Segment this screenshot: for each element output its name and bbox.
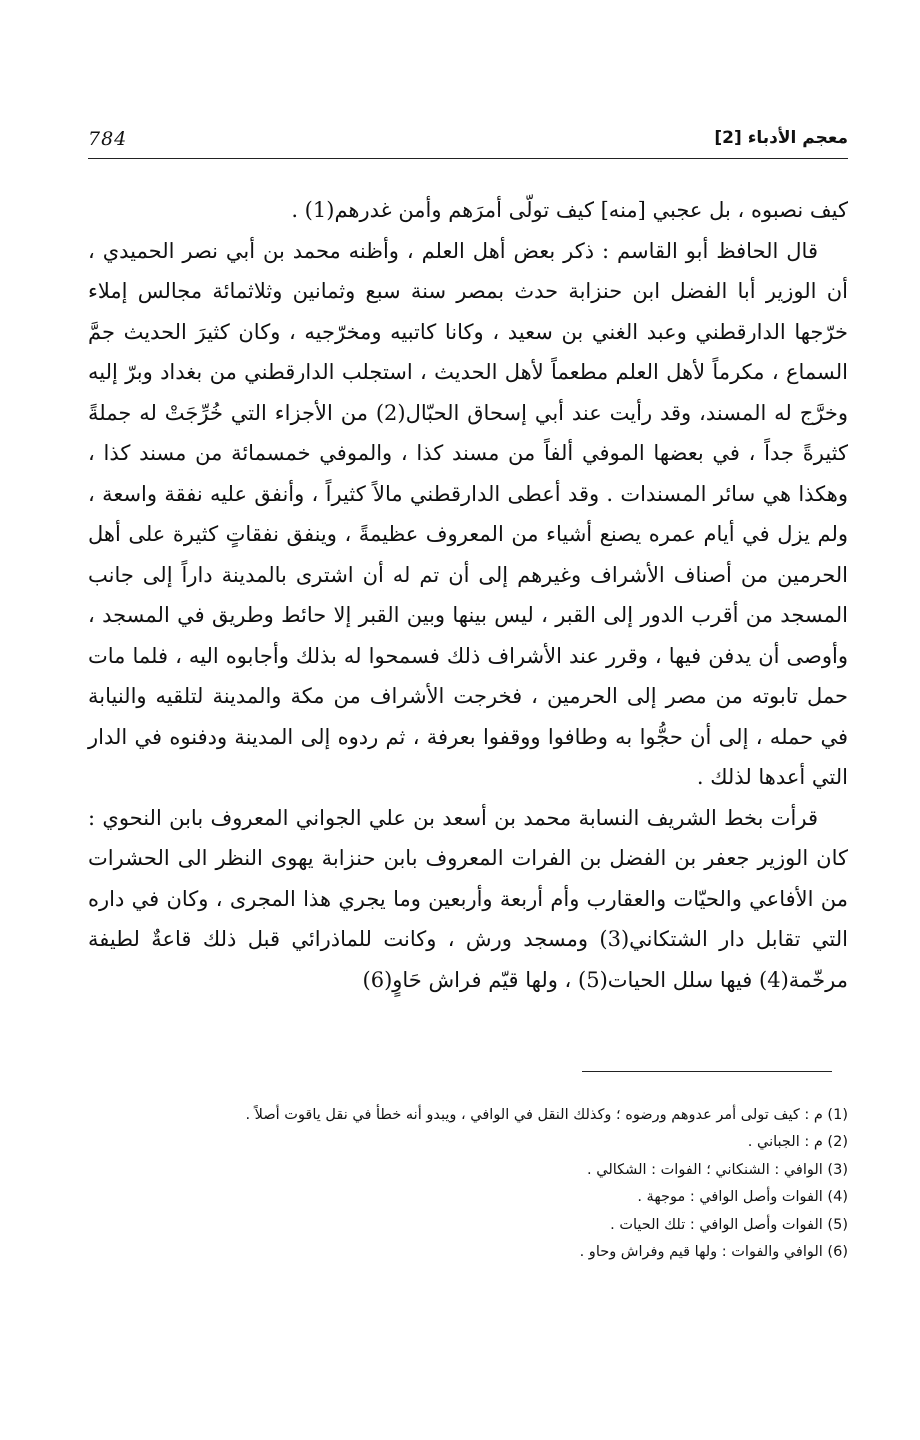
footnote-rule <box>582 1071 832 1072</box>
footnote-3: (3) الوافي : الشنكاني ؛ الفوات : الشكالي . <box>587 1161 848 1178</box>
footnote-4: (4) الفوات وأصل الوافي : موجهة . <box>637 1189 848 1206</box>
main-text <box>88 190 848 1000</box>
footnote-6: (6) الوافي والفوات : ولها قيم وفراش وحاو . <box>579 1244 848 1261</box>
page-header <box>88 128 848 156</box>
header-rule <box>88 158 848 159</box>
footnote-2: (2) م : الجباني . <box>747 1134 848 1151</box>
footnote-5: (5) الفوات وأصل الوافي : تلك الحيات . <box>610 1216 848 1233</box>
footnote-1: (1) م : كيف تولى أمر عدوهم ورضوه ؛ وكذلك النقل في الوافي ، ويبدو أنه خطأ في نقل ياقوت أصلاً . <box>245 1107 848 1123</box>
page-number: 784 <box>88 128 128 150</box>
paragraph-hafiz-abu-alqasim: قال الحافظ أبو القاسم : ذكر بعض أهل العلم ، وأظنه محمد بن أبي نصر الحميدي ، أن الوزير أبا الفضل ابن حنزابة حدث بمصر سنة سبع وثمانين وثلاثمائة مجالس إملاء خرّجها الدارقطني وعبد الغني بن سعيد ، وكانا كاتبيه ومخرّجيه ، وكان كثيرَ الحديث جمَّ السماع ، مكرماً لأهل العلم مطعماً لأهل الحديث ، استجلب الدارقطني من بغداد وبرّ إليه وخرَّج له المسند، وقد رأيت عند أبي إسحاق الحبّال(2) من الأجزاء التي خُرِّجَتْ له جملةً كثيرةً جداً ، في بعضها الموفي ألفاً من مسند كذا ، والموفي خمسمائة من مسند كذا ، وهكذا هي سائر المسندات . وقد أعطى الدارقطني مالاً كثيراً ، وأنفق عليه نفقة واسعة ، ولم يزل في أيام عمره يصنع أشياء من المعروف عظيمةً ، وينفق نفقاتٍ كثيرة على أهل الحرمين من أصناف الأشراف وغيرهم إلى أن تم له أن اشترى بالمدينة داراً إلى جانب المسجد من أقرب الدور إلى القبر ، ليس بينها وبين القبر إلا حائط وطريق في المسجد ، وأوصى أن يدفن فيها ، وقرر عند الأشراف ذلك فسمحوا له بذلك وأجابوه اليه ، فلما مات حمل تابوته من مصر إلى الحرمين ، فخرجت الأشراف من مكة والمدينة لتلقيه والنيابة في حمله ، إلى أن حجُّوا به وطافوا ووقفوا بعرفة ، ثم ردوه إلى المدينة ودفنوه في الدار التي أعدها لذلك . <box>88 238 848 789</box>
paragraph-continuation: كيف نصبوه ، بل عجبي [منه] كيف تولّى أمرَهم وأمن غدرهم(1) . <box>291 198 848 222</box>
running-title: معجم الأدباء [2] <box>714 128 848 148</box>
footnotes <box>88 1102 848 1266</box>
paragraph-sharif-nassaba: قرأت بخط الشريف النسابة محمد بن أسعد بن علي الجواني المعروف بابن النحوي : كان الوزير جعفر بن الفضل بن الفرات المعروف بابن حنزابة يهوى النظر الى الحشرات من الأفاعي والحيّات والعقارب وأم أربعة وأربعين وما يجري هذا المجرى ، وكان في داره التي تقابل دار الشتكاني(3) ومسجد ورش ، وكانت للماذرائي قبل ذلك قاعةٌ لطيفة مرخّمة(4) فيها سلل الحيات(5) ، ولها قيّم فراش حَاوٍ(6) <box>88 805 848 992</box>
